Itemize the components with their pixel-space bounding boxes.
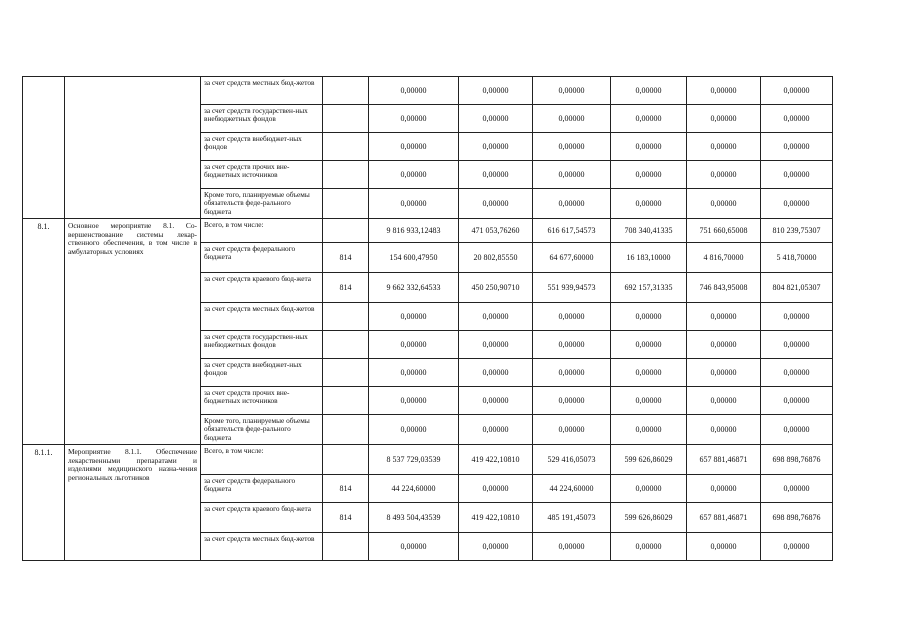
amount-cell: 0,00000 [687,415,761,445]
amount-cell: 0,00000 [459,189,533,219]
amount-cell: 0,00000 [369,533,459,561]
amount-cell: 746 843,95008 [687,273,761,303]
amount-cell: 0,00000 [369,105,459,133]
funding-source: за счет средств краевого бюд-жета [201,273,323,303]
funding-source: за счет средств федерального бюджета [201,475,323,503]
amount-cell: 0,00000 [459,105,533,133]
amount-cell: 0,00000 [459,475,533,503]
funding-source: за счет средств прочих вне-бюджетных источников [201,161,323,189]
amount-cell: 708 340,41335 [611,219,687,243]
amount-cell: 8 493 504,43539 [369,503,459,533]
amount-cell: 0,00000 [761,331,833,359]
funding-source: за счет средств местных бюд-жетов [201,303,323,331]
amount-cell: 0,00000 [459,387,533,415]
funding-source: за счет средств местных бюд-жетов [201,77,323,105]
amount-cell: 0,00000 [533,105,611,133]
grbs-code: 814 [323,243,369,273]
amount-cell: 0,00000 [611,415,687,445]
amount-cell: 0,00000 [533,415,611,445]
amount-cell: 419 422,10810 [459,503,533,533]
amount-cell: 471 053,76260 [459,219,533,243]
grbs-code: 814 [323,475,369,503]
amount-cell: 0,00000 [369,387,459,415]
activity-name: Мероприятие 8.1.1. Обеспечение лекарственными препаратами и изделиями медицинского назна-чения региональных льготников [65,445,201,561]
amount-cell: 44 224,60000 [533,475,611,503]
amount-cell: 0,00000 [687,133,761,161]
amount-cell: 0,00000 [369,331,459,359]
amount-cell: 0,00000 [687,331,761,359]
amount-cell: 0,00000 [533,331,611,359]
amount-cell: 0,00000 [687,303,761,331]
amount-cell: 551 939,94573 [533,273,611,303]
amount-cell: 0,00000 [761,387,833,415]
grbs-code [323,77,369,105]
table-row [23,219,833,243]
amount-cell: 0,00000 [761,359,833,387]
amount-cell: 154 600,47950 [369,243,459,273]
amount-cell: 0,00000 [533,77,611,105]
amount-cell: 0,00000 [459,533,533,561]
amount-cell: 0,00000 [611,303,687,331]
amount-cell: 485 191,45073 [533,503,611,533]
amount-cell: 0,00000 [533,161,611,189]
grbs-code [323,387,369,415]
funding-source: Кроме того, планируемые объемы обязательств феде-рального бюджета [201,415,323,445]
amount-cell: 751 660,65008 [687,219,761,243]
amount-cell: 0,00000 [369,77,459,105]
amount-cell: 9 662 332,64533 [369,273,459,303]
amount-cell: 0,00000 [761,189,833,219]
grbs-code [323,161,369,189]
funding-source: за счет средств краевого бюд-жета [201,503,323,533]
amount-cell: 64 677,60000 [533,243,611,273]
amount-cell: 0,00000 [611,133,687,161]
amount-cell: 0,00000 [459,303,533,331]
funding-source: Кроме того, планируемые объемы обязательств феде-рального бюджета [201,189,323,219]
budget-table-body [23,77,833,561]
activity-name [65,77,201,219]
grbs-code [323,445,369,475]
amount-cell: 0,00000 [761,303,833,331]
grbs-code [323,359,369,387]
amount-cell: 0,00000 [611,77,687,105]
amount-cell: 0,00000 [761,415,833,445]
grbs-code [323,533,369,561]
amount-cell: 0,00000 [369,303,459,331]
amount-cell: 0,00000 [611,359,687,387]
amount-cell: 0,00000 [459,77,533,105]
amount-cell: 0,00000 [611,387,687,415]
amount-cell: 0,00000 [761,475,833,503]
amount-cell: 810 239,75307 [761,219,833,243]
amount-cell: 450 250,90710 [459,273,533,303]
amount-cell: 0,00000 [459,161,533,189]
grbs-code [323,219,369,243]
amount-cell: 0,00000 [533,303,611,331]
amount-cell: 4 816,70000 [687,243,761,273]
activity-code: 8.1.1. [23,445,65,561]
amount-cell: 0,00000 [611,105,687,133]
amount-cell: 0,00000 [687,475,761,503]
grbs-code [323,415,369,445]
amount-cell: 0,00000 [533,359,611,387]
amount-cell: 0,00000 [687,533,761,561]
funding-source: за счет средств государствен-ных внебюджетных фондов [201,105,323,133]
grbs-code [323,331,369,359]
amount-cell: 0,00000 [611,189,687,219]
grbs-code [323,189,369,219]
amount-cell: 657 881,46871 [687,445,761,475]
activity-code: 8.1. [23,219,65,445]
amount-cell: 0,00000 [687,359,761,387]
grbs-code [323,303,369,331]
amount-cell: 0,00000 [459,415,533,445]
amount-cell: 8 537 729,03539 [369,445,459,475]
amount-cell: 698 898,76876 [761,445,833,475]
amount-cell: 0,00000 [611,161,687,189]
funding-source: за счет средств внебюджет-ных фондов [201,133,323,161]
amount-cell: 419 422,10810 [459,445,533,475]
amount-cell: 698 898,76876 [761,503,833,533]
amount-cell: 0,00000 [533,133,611,161]
amount-cell: 692 157,31335 [611,273,687,303]
activity-name: Основное мероприятие 8.1. Со-вершенствование системы лекар-ственного обеспечения, в том числе в амбулаторных условиях [65,219,201,445]
amount-cell: 0,00000 [533,533,611,561]
amount-cell: 0,00000 [611,331,687,359]
amount-cell: 0,00000 [687,77,761,105]
grbs-code: 814 [323,273,369,303]
amount-cell: 16 183,10000 [611,243,687,273]
amount-cell: 804 821,05307 [761,273,833,303]
activity-code [23,77,65,219]
funding-source: за счет средств прочих вне-бюджетных источников [201,387,323,415]
amount-cell: 20 802,85550 [459,243,533,273]
grbs-code [323,105,369,133]
funding-source: за счет средств внебюджет-ных фондов [201,359,323,387]
amount-cell: 0,00000 [761,533,833,561]
amount-cell: 9 816 933,12483 [369,219,459,243]
amount-cell: 0,00000 [761,77,833,105]
amount-cell: 599 626,86029 [611,503,687,533]
amount-cell: 0,00000 [761,133,833,161]
amount-cell: 0,00000 [369,189,459,219]
amount-cell: 616 617,54573 [533,219,611,243]
funding-source: за счет средств местных бюд-жетов [201,533,323,561]
amount-cell: 0,00000 [533,189,611,219]
amount-cell: 0,00000 [687,387,761,415]
amount-cell: 0,00000 [687,105,761,133]
funding-source: за счет средств государствен-ных внебюджетных фондов [201,331,323,359]
amount-cell: 0,00000 [611,475,687,503]
amount-cell: 599 626,86029 [611,445,687,475]
amount-cell: 0,00000 [459,331,533,359]
amount-cell: 0,00000 [459,133,533,161]
table-row [23,77,833,105]
amount-cell: 0,00000 [687,161,761,189]
amount-cell: 0,00000 [459,359,533,387]
funding-source: Всего, в том числе: [201,445,323,475]
amount-cell: 529 416,05073 [533,445,611,475]
amount-cell: 0,00000 [369,133,459,161]
amount-cell: 0,00000 [369,415,459,445]
amount-cell: 0,00000 [761,105,833,133]
amount-cell: 0,00000 [761,161,833,189]
amount-cell: 44 224,60000 [369,475,459,503]
amount-cell: 0,00000 [369,359,459,387]
amount-cell: 5 418,70000 [761,243,833,273]
grbs-code [323,133,369,161]
funding-source: Всего, в том числе: [201,219,323,243]
funding-source: за счет средств федерального бюджета [201,243,323,273]
table-row [23,445,833,475]
amount-cell: 0,00000 [687,189,761,219]
amount-cell: 0,00000 [369,161,459,189]
budget-table [22,76,833,561]
amount-cell: 657 881,46871 [687,503,761,533]
amount-cell: 0,00000 [611,533,687,561]
grbs-code: 814 [323,503,369,533]
amount-cell: 0,00000 [533,387,611,415]
